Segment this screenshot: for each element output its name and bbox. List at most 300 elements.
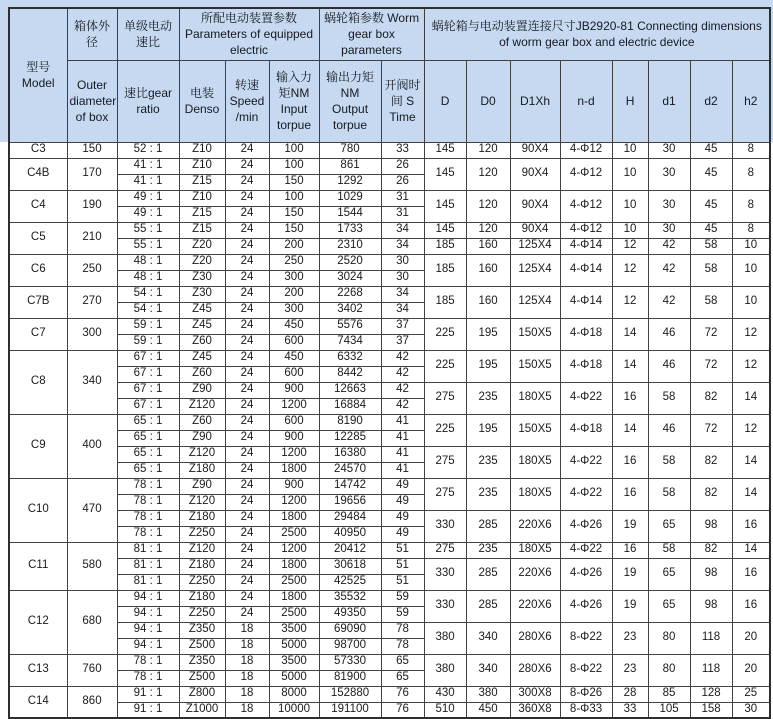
cell-D1Xh: 180X5 bbox=[510, 478, 560, 510]
header-dim-d1: d1 bbox=[648, 60, 690, 142]
cell-input-torque: 600 bbox=[269, 414, 319, 430]
cell-h2: 14 bbox=[732, 478, 770, 510]
cell-n-d: 4-Φ26 bbox=[560, 590, 612, 622]
cell-d1: 58 bbox=[648, 478, 690, 510]
cell-H: 19 bbox=[612, 558, 648, 590]
cell-D1Xh: 280X6 bbox=[510, 622, 560, 654]
cell-output-torque: 40950 bbox=[319, 526, 381, 542]
cell-d1: 58 bbox=[648, 446, 690, 478]
cell-d2: 72 bbox=[690, 350, 732, 382]
cell-open-time: 33 bbox=[381, 142, 424, 158]
cell-D1Xh: 90X4 bbox=[510, 158, 560, 190]
cell-D0: 235 bbox=[466, 478, 510, 510]
cell-input-torque: 450 bbox=[269, 318, 319, 334]
cell-D0: 450 bbox=[466, 702, 510, 718]
cell-gear-ratio: 78 : 1 bbox=[117, 654, 179, 670]
cell-D1Xh: 220X6 bbox=[510, 590, 560, 622]
cell-speed: 24 bbox=[225, 590, 269, 606]
cell-D: 145 bbox=[424, 222, 466, 238]
cell-gear-ratio: 48 : 1 bbox=[117, 254, 179, 270]
cell-h2: 14 bbox=[732, 446, 770, 478]
cell-open-time: 26 bbox=[381, 174, 424, 190]
cell-d2: 98 bbox=[690, 510, 732, 542]
cell-h2: 16 bbox=[732, 590, 770, 622]
cell-output-torque: 1733 bbox=[319, 222, 381, 238]
table-row bbox=[9, 254, 770, 270]
cell-input-torque: 5000 bbox=[269, 670, 319, 686]
cell-D: 330 bbox=[424, 510, 466, 542]
cell-denso: Z30 bbox=[179, 286, 225, 302]
cell-n-d: 4-Φ22 bbox=[560, 382, 612, 414]
cell-gear-ratio: 59 : 1 bbox=[117, 334, 179, 350]
cell-n-d: 4-Φ12 bbox=[560, 142, 612, 158]
cell-d1: 42 bbox=[648, 238, 690, 254]
cell-output-torque: 8442 bbox=[319, 366, 381, 382]
cell-denso: Z45 bbox=[179, 318, 225, 334]
table-row bbox=[9, 590, 770, 606]
table-row bbox=[9, 190, 770, 206]
cell-d1: 42 bbox=[648, 254, 690, 286]
cell-n-d: 8-Φ26 bbox=[560, 686, 612, 702]
cell-speed: 24 bbox=[225, 558, 269, 574]
cell-D1Xh: 90X4 bbox=[510, 142, 560, 158]
cell-h2: 8 bbox=[732, 142, 770, 158]
cell-open-time: 51 bbox=[381, 574, 424, 590]
cell-h2: 14 bbox=[732, 382, 770, 414]
cell-input-torque: 5000 bbox=[269, 638, 319, 654]
cell-input-torque: 8000 bbox=[269, 686, 319, 702]
cell-D: 145 bbox=[424, 190, 466, 222]
cell-gear-ratio: 55 : 1 bbox=[117, 222, 179, 238]
cell-open-time: 42 bbox=[381, 366, 424, 382]
cell-gear-ratio: 54 : 1 bbox=[117, 302, 179, 318]
cell-h2: 8 bbox=[732, 222, 770, 238]
cell-D: 185 bbox=[424, 254, 466, 286]
cell-outer-diameter: 150 bbox=[67, 142, 117, 158]
cell-input-torque: 200 bbox=[269, 286, 319, 302]
cell-D: 145 bbox=[424, 142, 466, 158]
cell-input-torque: 1200 bbox=[269, 446, 319, 462]
cell-gear-ratio: 94 : 1 bbox=[117, 606, 179, 622]
cell-model: C12 bbox=[9, 590, 67, 654]
cell-D: 330 bbox=[424, 558, 466, 590]
cell-output-torque: 98700 bbox=[319, 638, 381, 654]
cell-H: 16 bbox=[612, 542, 648, 558]
cell-input-torque: 150 bbox=[269, 206, 319, 222]
cell-D: 225 bbox=[424, 350, 466, 382]
header-dim-D0: D0 bbox=[466, 60, 510, 142]
cell-d2: 98 bbox=[690, 590, 732, 622]
cell-speed: 18 bbox=[225, 670, 269, 686]
cell-speed: 18 bbox=[225, 686, 269, 702]
cell-speed: 24 bbox=[225, 414, 269, 430]
cell-speed: 24 bbox=[225, 510, 269, 526]
cell-open-time: 78 bbox=[381, 638, 424, 654]
cell-gear-ratio: 94 : 1 bbox=[117, 622, 179, 638]
cell-speed: 18 bbox=[225, 654, 269, 670]
cell-gear-ratio: 59 : 1 bbox=[117, 318, 179, 334]
table-row bbox=[9, 286, 770, 302]
header-ratio-zh: 单级电动速比 bbox=[117, 8, 179, 60]
cell-output-torque: 861 bbox=[319, 158, 381, 174]
cell-output-torque: 191100 bbox=[319, 702, 381, 718]
cell-speed: 24 bbox=[225, 158, 269, 174]
cell-D0: 285 bbox=[466, 558, 510, 590]
cell-denso: Z120 bbox=[179, 494, 225, 510]
cell-speed: 24 bbox=[225, 318, 269, 334]
cell-d1: 42 bbox=[648, 286, 690, 318]
cell-outer-diameter: 270 bbox=[67, 286, 117, 318]
cell-d1: 46 bbox=[648, 350, 690, 382]
cell-open-time: 30 bbox=[381, 270, 424, 286]
cell-d1: 30 bbox=[648, 190, 690, 222]
cell-H: 14 bbox=[612, 350, 648, 382]
cell-output-torque: 2310 bbox=[319, 238, 381, 254]
cell-D1Xh: 300X8 bbox=[510, 686, 560, 702]
cell-speed: 24 bbox=[225, 174, 269, 190]
cell-open-time: 51 bbox=[381, 558, 424, 574]
cell-H: 10 bbox=[612, 158, 648, 190]
header-input-torque: 输入力矩NM Input torpue bbox=[269, 60, 319, 142]
cell-denso: Z120 bbox=[179, 542, 225, 558]
cell-D: 275 bbox=[424, 542, 466, 558]
cell-d2: 58 bbox=[690, 254, 732, 286]
cell-open-time: 34 bbox=[381, 302, 424, 318]
cell-d2: 118 bbox=[690, 622, 732, 654]
cell-denso: Z10 bbox=[179, 190, 225, 206]
cell-d1: 46 bbox=[648, 414, 690, 446]
cell-open-time: 49 bbox=[381, 510, 424, 526]
table-row bbox=[9, 222, 770, 238]
cell-gear-ratio: 65 : 1 bbox=[117, 446, 179, 462]
cell-h2: 30 bbox=[732, 702, 770, 718]
cell-denso: Z90 bbox=[179, 430, 225, 446]
cell-denso: Z90 bbox=[179, 382, 225, 398]
cell-d2: 158 bbox=[690, 702, 732, 718]
cell-output-torque: 3402 bbox=[319, 302, 381, 318]
cell-n-d: 4-Φ12 bbox=[560, 190, 612, 222]
cell-outer-diameter: 250 bbox=[67, 254, 117, 286]
cell-input-torque: 2500 bbox=[269, 526, 319, 542]
cell-H: 28 bbox=[612, 686, 648, 702]
worm-gearbox-spec-table bbox=[8, 7, 771, 719]
cell-n-d: 4-Φ12 bbox=[560, 222, 612, 238]
cell-speed: 24 bbox=[225, 206, 269, 222]
cell-outer-diameter: 210 bbox=[67, 222, 117, 254]
cell-gear-ratio: 67 : 1 bbox=[117, 366, 179, 382]
cell-denso: Z180 bbox=[179, 462, 225, 478]
cell-open-time: 41 bbox=[381, 446, 424, 462]
header-dim-H: H bbox=[612, 60, 648, 142]
header-group-wormbox: 蜗轮箱参数 Worm gear box parameters bbox=[319, 8, 424, 60]
cell-D0: 195 bbox=[466, 318, 510, 350]
cell-input-torque: 300 bbox=[269, 302, 319, 318]
cell-output-torque: 19656 bbox=[319, 494, 381, 510]
cell-n-d: 4-Φ22 bbox=[560, 446, 612, 478]
cell-h2: 20 bbox=[732, 622, 770, 654]
cell-D1Xh: 280X6 bbox=[510, 654, 560, 686]
cell-h2: 10 bbox=[732, 254, 770, 286]
cell-open-time: 34 bbox=[381, 222, 424, 238]
cell-open-time: 76 bbox=[381, 702, 424, 718]
cell-D0: 195 bbox=[466, 350, 510, 382]
cell-gear-ratio: 78 : 1 bbox=[117, 510, 179, 526]
cell-input-torque: 900 bbox=[269, 478, 319, 494]
cell-outer-diameter: 340 bbox=[67, 350, 117, 414]
cell-denso: Z90 bbox=[179, 478, 225, 494]
cell-gear-ratio: 49 : 1 bbox=[117, 190, 179, 206]
cell-d1: 30 bbox=[648, 158, 690, 190]
cell-h2: 12 bbox=[732, 414, 770, 446]
cell-d1: 80 bbox=[648, 654, 690, 686]
cell-speed: 24 bbox=[225, 366, 269, 382]
cell-open-time: 41 bbox=[381, 430, 424, 446]
cell-denso: Z800 bbox=[179, 686, 225, 702]
cell-denso: Z30 bbox=[179, 270, 225, 286]
cell-d2: 98 bbox=[690, 558, 732, 590]
cell-output-torque: 152880 bbox=[319, 686, 381, 702]
cell-input-torque: 100 bbox=[269, 142, 319, 158]
cell-output-torque: 2268 bbox=[319, 286, 381, 302]
cell-denso: Z250 bbox=[179, 526, 225, 542]
cell-speed: 24 bbox=[225, 142, 269, 158]
cell-model: C9 bbox=[9, 414, 67, 478]
cell-speed: 24 bbox=[225, 302, 269, 318]
cell-denso: Z120 bbox=[179, 446, 225, 462]
cell-gear-ratio: 91 : 1 bbox=[117, 702, 179, 718]
cell-n-d: 8-Φ22 bbox=[560, 622, 612, 654]
cell-D0: 160 bbox=[466, 286, 510, 318]
cell-H: 12 bbox=[612, 238, 648, 254]
table-row bbox=[9, 654, 770, 670]
cell-d2: 82 bbox=[690, 478, 732, 510]
cell-D1Xh: 220X6 bbox=[510, 510, 560, 542]
cell-d1: 65 bbox=[648, 590, 690, 622]
cell-h2: 16 bbox=[732, 510, 770, 542]
cell-denso: Z500 bbox=[179, 670, 225, 686]
cell-D: 145 bbox=[424, 158, 466, 190]
cell-output-torque: 8190 bbox=[319, 414, 381, 430]
header-dim-n-d: n-d bbox=[560, 60, 612, 142]
cell-outer-diameter: 300 bbox=[67, 318, 117, 350]
cell-model: C10 bbox=[9, 478, 67, 542]
cell-model: C5 bbox=[9, 222, 67, 254]
cell-D: 275 bbox=[424, 478, 466, 510]
cell-model: C4B bbox=[9, 158, 67, 190]
cell-open-time: 65 bbox=[381, 654, 424, 670]
cell-D0: 285 bbox=[466, 590, 510, 622]
cell-h2: 8 bbox=[732, 190, 770, 222]
table-row bbox=[9, 382, 770, 398]
cell-open-time: 49 bbox=[381, 526, 424, 542]
cell-H: 10 bbox=[612, 222, 648, 238]
cell-denso: Z15 bbox=[179, 222, 225, 238]
cell-D0: 120 bbox=[466, 222, 510, 238]
cell-denso: Z20 bbox=[179, 254, 225, 270]
cell-open-time: 42 bbox=[381, 350, 424, 366]
cell-open-time: 76 bbox=[381, 686, 424, 702]
cell-open-time: 59 bbox=[381, 590, 424, 606]
table-row bbox=[9, 142, 770, 158]
cell-H: 33 bbox=[612, 702, 648, 718]
cell-speed: 18 bbox=[225, 638, 269, 654]
cell-n-d: 8-Φ22 bbox=[560, 654, 612, 686]
cell-gear-ratio: 41 : 1 bbox=[117, 174, 179, 190]
cell-n-d: 4-Φ14 bbox=[560, 286, 612, 318]
cell-D1Xh: 90X4 bbox=[510, 222, 560, 238]
cell-speed: 18 bbox=[225, 622, 269, 638]
cell-denso: Z45 bbox=[179, 302, 225, 318]
cell-h2: 14 bbox=[732, 542, 770, 558]
cell-d1: 80 bbox=[648, 622, 690, 654]
cell-H: 19 bbox=[612, 590, 648, 622]
cell-denso: Z350 bbox=[179, 654, 225, 670]
cell-n-d: 4-Φ12 bbox=[560, 158, 612, 190]
cell-input-torque: 1800 bbox=[269, 462, 319, 478]
cell-h2: 10 bbox=[732, 238, 770, 254]
cell-d2: 45 bbox=[690, 158, 732, 190]
cell-gear-ratio: 65 : 1 bbox=[117, 414, 179, 430]
cell-gear-ratio: 67 : 1 bbox=[117, 350, 179, 366]
cell-output-torque: 16884 bbox=[319, 398, 381, 414]
cell-denso: Z60 bbox=[179, 414, 225, 430]
cell-H: 10 bbox=[612, 190, 648, 222]
header-denso: 电装 Denso bbox=[179, 60, 225, 142]
cell-D: 185 bbox=[424, 238, 466, 254]
cell-d1: 65 bbox=[648, 558, 690, 590]
cell-output-torque: 57330 bbox=[319, 654, 381, 670]
cell-model: C3 bbox=[9, 142, 67, 158]
cell-D: 275 bbox=[424, 382, 466, 414]
cell-denso: Z180 bbox=[179, 590, 225, 606]
cell-D0: 120 bbox=[466, 158, 510, 190]
cell-input-torque: 1200 bbox=[269, 542, 319, 558]
cell-open-time: 37 bbox=[381, 318, 424, 334]
cell-speed: 24 bbox=[225, 542, 269, 558]
cell-gear-ratio: 81 : 1 bbox=[117, 542, 179, 558]
cell-model: C4 bbox=[9, 190, 67, 222]
table-row bbox=[9, 510, 770, 526]
cell-output-torque: 20412 bbox=[319, 542, 381, 558]
cell-d2: 118 bbox=[690, 654, 732, 686]
cell-d2: 128 bbox=[690, 686, 732, 702]
cell-input-torque: 2500 bbox=[269, 606, 319, 622]
cell-gear-ratio: 94 : 1 bbox=[117, 638, 179, 654]
cell-input-torque: 1200 bbox=[269, 494, 319, 510]
cell-output-torque: 1544 bbox=[319, 206, 381, 222]
cell-speed: 24 bbox=[225, 478, 269, 494]
cell-d2: 58 bbox=[690, 286, 732, 318]
cell-D0: 340 bbox=[466, 654, 510, 686]
cell-open-time: 49 bbox=[381, 478, 424, 494]
cell-n-d: 4-Φ22 bbox=[560, 542, 612, 558]
cell-n-d: 4-Φ18 bbox=[560, 350, 612, 382]
table-row bbox=[9, 702, 770, 718]
cell-output-torque: 1029 bbox=[319, 190, 381, 206]
cell-D0: 340 bbox=[466, 622, 510, 654]
cell-speed: 24 bbox=[225, 606, 269, 622]
cell-D0: 160 bbox=[466, 238, 510, 254]
cell-D: 275 bbox=[424, 446, 466, 478]
table-row bbox=[9, 158, 770, 174]
cell-open-time: 37 bbox=[381, 334, 424, 350]
table-row bbox=[9, 446, 770, 462]
cell-D1Xh: 150X5 bbox=[510, 318, 560, 350]
cell-gear-ratio: 48 : 1 bbox=[117, 270, 179, 286]
header-model-en: Model bbox=[21, 76, 55, 91]
cell-open-time: 34 bbox=[381, 286, 424, 302]
cell-H: 23 bbox=[612, 654, 648, 686]
header-model-zh: 型号 bbox=[26, 60, 51, 75]
cell-input-torque: 150 bbox=[269, 222, 319, 238]
cell-open-time: 34 bbox=[381, 238, 424, 254]
cell-output-torque: 6332 bbox=[319, 350, 381, 366]
cell-d2: 82 bbox=[690, 542, 732, 558]
table-row bbox=[9, 686, 770, 702]
cell-D: 510 bbox=[424, 702, 466, 718]
table-row bbox=[9, 350, 770, 366]
cell-gear-ratio: 91 : 1 bbox=[117, 686, 179, 702]
cell-gear-ratio: 49 : 1 bbox=[117, 206, 179, 222]
cell-output-torque: 5576 bbox=[319, 318, 381, 334]
cell-D1Xh: 150X5 bbox=[510, 350, 560, 382]
table-row bbox=[9, 558, 770, 574]
cell-gear-ratio: 81 : 1 bbox=[117, 558, 179, 574]
cell-D: 185 bbox=[424, 286, 466, 318]
cell-gear-ratio: 55 : 1 bbox=[117, 238, 179, 254]
cell-output-torque: 2520 bbox=[319, 254, 381, 270]
cell-D0: 120 bbox=[466, 142, 510, 158]
cell-n-d: 4-Φ18 bbox=[560, 318, 612, 350]
cell-output-torque: 24570 bbox=[319, 462, 381, 478]
cell-input-torque: 3500 bbox=[269, 654, 319, 670]
cell-h2: 25 bbox=[732, 686, 770, 702]
cell-speed: 24 bbox=[225, 526, 269, 542]
header-group-equipped: 所配电动装置参数 Parameters of equipped electric bbox=[179, 8, 319, 60]
cell-D1Xh: 180X5 bbox=[510, 446, 560, 478]
header-model bbox=[9, 8, 67, 142]
cell-d2: 45 bbox=[690, 190, 732, 222]
cell-open-time: 31 bbox=[381, 206, 424, 222]
cell-gear-ratio: 65 : 1 bbox=[117, 430, 179, 446]
cell-outer-diameter: 760 bbox=[67, 654, 117, 686]
header-dim-d2: d2 bbox=[690, 60, 732, 142]
cell-outer-diameter: 860 bbox=[67, 686, 117, 718]
cell-d1: 46 bbox=[648, 318, 690, 350]
cell-H: 14 bbox=[612, 318, 648, 350]
cell-D1Xh: 125X4 bbox=[510, 238, 560, 254]
cell-D0: 380 bbox=[466, 686, 510, 702]
header-outer-en: Outer diameter of box bbox=[67, 60, 117, 142]
cell-D1Xh: 150X5 bbox=[510, 414, 560, 446]
cell-denso: Z250 bbox=[179, 574, 225, 590]
cell-speed: 24 bbox=[225, 254, 269, 270]
cell-denso: Z120 bbox=[179, 398, 225, 414]
table-row bbox=[9, 622, 770, 638]
cell-D: 330 bbox=[424, 590, 466, 622]
cell-open-time: 31 bbox=[381, 190, 424, 206]
cell-input-torque: 900 bbox=[269, 382, 319, 398]
cell-gear-ratio: 81 : 1 bbox=[117, 574, 179, 590]
cell-input-torque: 1800 bbox=[269, 590, 319, 606]
cell-H: 16 bbox=[612, 382, 648, 414]
cell-d1: 30 bbox=[648, 222, 690, 238]
cell-D1Xh: 125X4 bbox=[510, 286, 560, 318]
cell-input-torque: 10000 bbox=[269, 702, 319, 718]
cell-input-torque: 300 bbox=[269, 270, 319, 286]
cell-H: 16 bbox=[612, 478, 648, 510]
cell-outer-diameter: 400 bbox=[67, 414, 117, 478]
